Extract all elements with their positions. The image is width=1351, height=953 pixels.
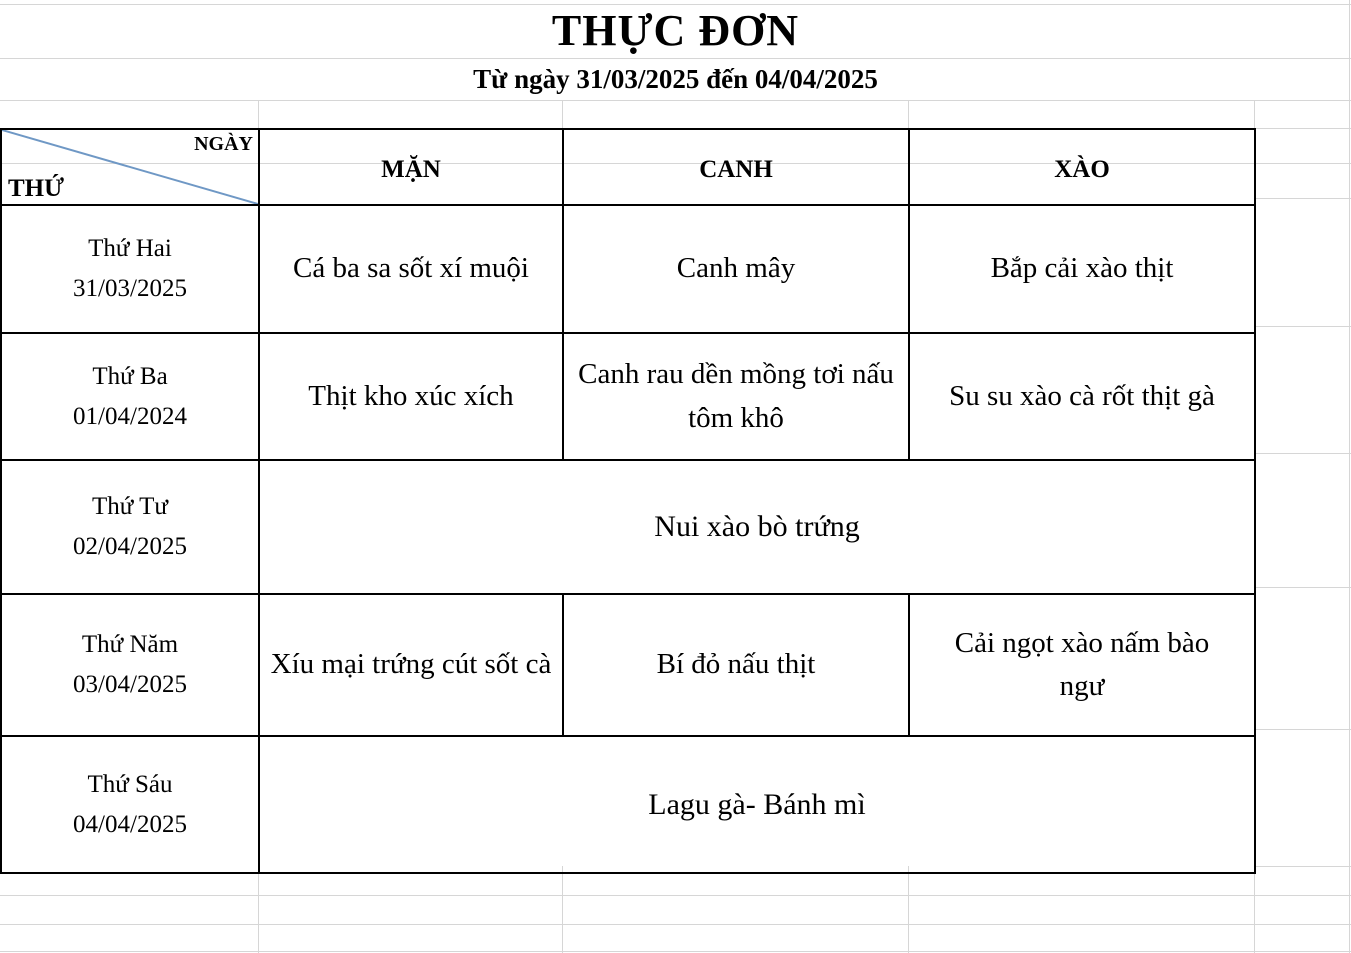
dish-cell-man: Xíu mại trứng cút sốt cà — [259, 594, 563, 736]
table-row — [1, 594, 1255, 736]
gridline — [0, 924, 1351, 925]
day-date: 01/04/2024 — [73, 402, 187, 430]
page-title: THỰC ĐƠN — [551, 6, 800, 55]
gridline — [562, 100, 563, 128]
dish-cell-merged: Nui xào bò trứng — [259, 460, 1255, 594]
column-header-xao: XÀO — [909, 129, 1255, 205]
day-date: 04/04/2025 — [73, 810, 187, 838]
dish-cell-canh: Bí đỏ nấu thịt — [563, 594, 909, 736]
day-name: Thứ Sáu — [87, 770, 173, 798]
table-row — [1, 333, 1255, 460]
gridline — [1254, 198, 1351, 199]
day-cell — [1, 333, 259, 460]
day-date: 31/03/2025 — [73, 275, 187, 302]
gridline — [1254, 729, 1351, 730]
gridline — [1254, 453, 1351, 454]
column-header-canh: CANH — [563, 129, 909, 205]
menu-table — [0, 128, 1256, 874]
day-date: 03/04/2025 — [73, 671, 187, 698]
gridline — [908, 100, 909, 128]
dish-cell-canh: Canh rau dền mồng tơi nấu tôm khô — [563, 333, 909, 460]
gridline — [562, 866, 563, 953]
gridline — [1349, 0, 1350, 953]
gridline — [0, 951, 1351, 952]
date-range-subtitle: Từ ngày 31/03/2025 đến 04/04/2025 — [473, 63, 878, 94]
gridline — [1254, 128, 1351, 129]
table-row — [1, 736, 1255, 873]
day-cell — [1, 594, 259, 736]
dish-cell-man: Cá ba sa sốt xí muội — [259, 205, 563, 333]
header-row — [1, 129, 1255, 205]
day-date: 02/04/2025 — [73, 533, 187, 560]
column-header-man: MẶN — [259, 129, 563, 205]
dish-cell-xao: Bắp cải xào thịt — [909, 205, 1255, 333]
day-cell — [1, 460, 259, 594]
day-cell — [1, 736, 259, 873]
table-row — [1, 460, 1255, 594]
table-row — [1, 205, 1255, 333]
gridline — [1254, 587, 1351, 588]
gridline — [0, 100, 1351, 101]
dish-cell-man: Thịt kho xúc xích — [259, 333, 563, 460]
day-name: Thứ Tư — [92, 493, 168, 520]
dish-cell-merged: Lagu gà- Bánh mì — [259, 736, 1255, 873]
dish-cell-xao: Cải ngọt xào nấm bào ngư — [909, 594, 1255, 736]
gridline — [258, 866, 259, 953]
day-cell — [1, 205, 259, 333]
gridline — [258, 100, 259, 128]
gridline — [1254, 326, 1351, 327]
gridline — [0, 895, 1351, 896]
day-name: Thứ Ba — [92, 362, 168, 390]
gridline — [1254, 866, 1351, 867]
corner-label-ngay: NGÀY — [194, 133, 253, 155]
gridline — [908, 866, 909, 953]
day-name: Thứ Hai — [88, 235, 172, 262]
dish-cell-canh: Canh mây — [563, 205, 909, 333]
corner-cell — [1, 129, 259, 205]
corner-label-thu: THỨ — [8, 175, 65, 202]
day-name: Thứ Năm — [81, 631, 179, 658]
dish-cell-xao: Su su xào cà rốt thịt gà — [909, 333, 1255, 460]
